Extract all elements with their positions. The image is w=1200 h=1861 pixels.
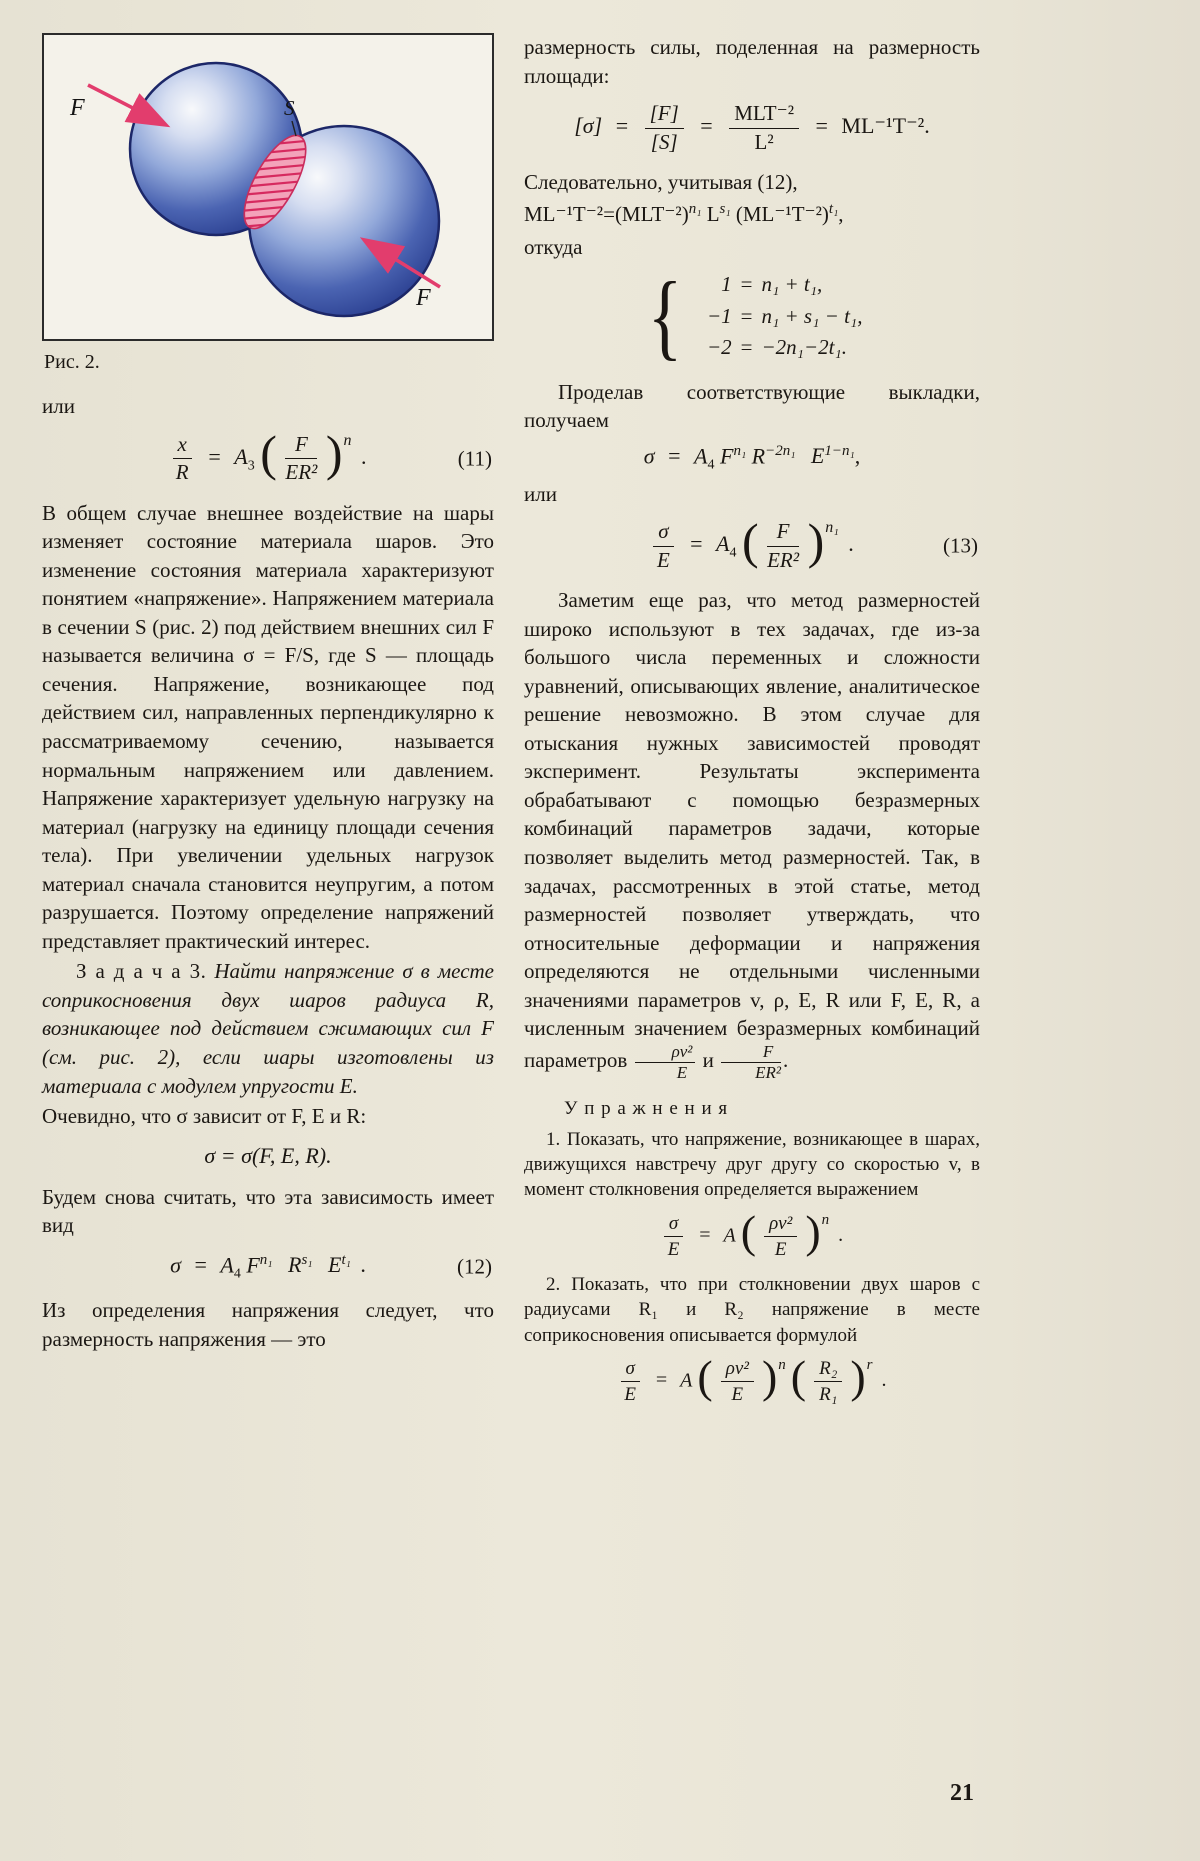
paragraph-dimension-follows: Из определения напряжения следует, что размерность напряжения — это — [42, 1298, 494, 1351]
equation-13-number: (13) — [943, 533, 978, 558]
equation-12: $\sigma = A_4$ $F^{n_1}$ $R^{s_1}$ $E^{t_1}$ . (12) — [170, 1251, 492, 1282]
paragraph-obviously: Очевидно, что σ зависит от F, E и R: — [42, 1104, 367, 1129]
equation-12-number: (12) — [457, 1254, 492, 1279]
inline-fraction-rho-v2-E: $\frac{\text{ρv²}}{E}$ — [635, 1043, 696, 1082]
paragraph-force-over-area: размерность силы, поделенная на размерность площади: — [524, 35, 980, 88]
exercises-heading: У п р а ж н е н и я — [564, 1097, 729, 1119]
equation-sigma-result: $\sigma = A_4$ $F^{n_1}$ $R^{-2n_1}$ $E^{1-n_1}$, — [643, 442, 861, 473]
paragraph-assume: Будем снова считать, что эта зависимость имеет вид — [42, 1184, 494, 1238]
exercise-1-equation: $\frac{\sigma}{E}$ = A ( $\frac{\text{ρv²}}{E}$ )$^n$ . — [524, 1213, 980, 1261]
exercise-2-equation: $\frac{\sigma}{E}$ = A ( $\frac{\text{ρv²}}{E}$ )$^n$ ( $\frac{\text{R₂}}{\text{R₁}}$ )$^r$ . — [524, 1358, 980, 1406]
paragraph-zametim: Заметим еще раз, что метод размерностей широко используют в тех задачах, где из-за большого числа переменных и сложности уравнений, описывающих явление, аналитическое решение невозможно. В этом случае для отыскания нужных зависимостей проводят эксперимент. Результаты эксперимента обрабатывают с помощью безразмерных комбинаций параметров задачи, которые позволяет выделить метод размерностей. Так, в задачах, рассмотренных в этой статье, метод размерностей позволяет утверждать, что относительные деформации и напряжения определяются не отдельными численными значениями параметров v, ρ, E, R или F, E, R, а численным значением безразмерных комбинаций параметров $\frac{\text{ρv²}}{E}$ и $\frac{F}{\text{ER²}}$ . — [524, 588, 980, 1082]
right-column — [524, 33, 980, 1417]
figure-2 — [42, 33, 494, 341]
equation-sigma-fer: σ = σ(F, E, R). — [204, 1142, 332, 1168]
page-number: 21 — [950, 1780, 974, 1806]
paragraph-otkuda: откуда — [524, 234, 583, 259]
paragraph-stress-definition: В общем случае внешнее воздействие на шары изменяет состояние материала шаров. Это изменение состояния материала характеризуют понятием «напряжение». Напряжением материала в сечении S (рис. 2) под действием внешних сил F называется величина σ = F/S, где S — площадь сечения. Напряжение, возникающее под действием сил, направленных перпендикулярно к рассматриваемому сечению, называется нормальным напряжением или давлением. Напряжение характеризует удельную нагрузку на материал (нагрузку на единицу площади сечения тела). При увеличении удельных нагрузок материал сначала становится неупругим, а потом разрушается. Поэтому определение напряжений представляет практический интерес. — [42, 500, 494, 953]
equation-13: $\frac{\sigma}{E}$ = $A_4$ ( $\frac{F}{\text{ER²}}$ )$^{n_1}$ . (13) — [524, 520, 980, 572]
equation-dimensions: [σ] = $\frac{[F]}{[S]}$ = $\frac{\text{MLT⁻²}}{\text{L²}}$ = ML⁻¹T⁻². — [574, 101, 930, 154]
equation-system — [524, 262, 980, 370]
equation-11: $\frac{x}{R}$ = $A_3$ ( $\frac{F}{\text{ER²}}$ )$^n$ . (11) — [42, 433, 494, 485]
section-label: S — [284, 96, 295, 120]
exercise-1-text: 1. Показать, что напряжение, возникающее в шарах, движущихся навстречу друг другу со скоростью v, в момент столкновения определяется выражением — [524, 1128, 980, 1201]
exercise-2-text: 2. Показать, что при столкновении двух шаров с радиусами R₁ и R₂ напряжение в месте соприкосновения описывается формулой — [524, 1274, 980, 1346]
figure-caption: Рис. 2. — [44, 351, 100, 373]
exercises-section — [524, 1096, 980, 1406]
task-text: Найти напряжение σ в месте соприкосновения двух шаров радиуса R, возникающее под действием сжимающих сил F (см. рис. 2), если шары изготовлены из материала с модулем упругости E. — [42, 959, 495, 1098]
word-ili-right: или — [524, 481, 557, 506]
force-label-left: F — [70, 95, 85, 121]
equation-ml-expansion: $ML^{-1}T^{-2}=(MLT^{-2})^{n_1}$ $L^{s_1}$ $(ML^{-1}T^{-2})^{t_1}$, — [524, 200, 844, 226]
left-column — [42, 33, 494, 1417]
word-ili-left: или — [42, 394, 75, 418]
paragraph-consequently: Следовательно, учитывая (12), — [524, 170, 798, 195]
force-label-right: F — [416, 285, 431, 311]
system-row-3: −2 = −2n₁−2t₁. — [706, 335, 847, 360]
task-label: З а д а ч а 3. — [76, 959, 207, 984]
inline-fraction-F-ER2: $\frac{F}{\text{ER²}}$ — [721, 1043, 781, 1082]
system-brace: { — [647, 262, 682, 370]
equation-11-number: (11) — [457, 446, 492, 471]
system-row-2: −1 = n₁ + s₁ − t₁, — [706, 303, 863, 328]
system-row-1: 1 = n₁ + t₁, — [721, 272, 823, 297]
paragraph-prodelav: Проделав соответствующие выкладки, получаем — [524, 379, 980, 433]
paragraph-task-3 — [42, 957, 494, 1100]
spheres-illustration — [44, 35, 492, 339]
